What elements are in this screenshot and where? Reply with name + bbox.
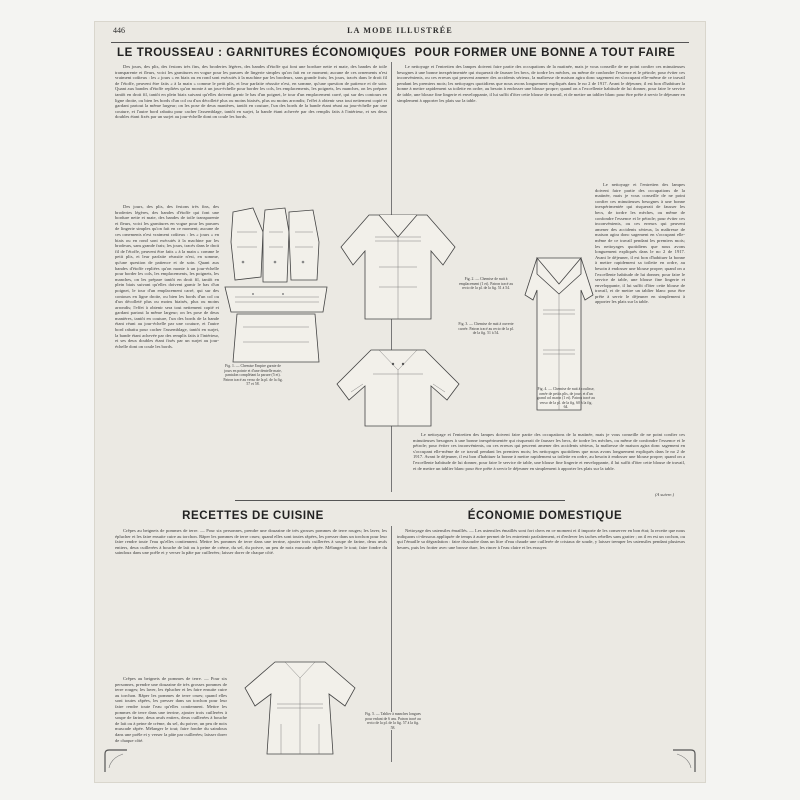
article-paragraph: Crêpes au beignets de pommes de terre. — Pour six personnes, prendre une douzaine de très grosses pommes de terre rouges; les laver, les éplucher et les faire ensuite cuire au torchon. Râper les pommes de terre crues; quand elles sont toutes râpées, les presser dans un torchon pour leur faire rendre toute l'eau qu'elles contiennent. Mettre les pommes de terre dans une terrine, ajouter trois cuillerées à soupe de farine, deux œufs entiers, deux cuillerées à bouche de lait ou à peine de crème, du sel, du poivre, un peu de noix muscade râpée. Mélanger le tout; faire fondre du saindoux dans une poêle et y verser la pâte par cuillerées; laisser dorer de chaque côté. — [115, 676, 227, 743]
article-paragraph: Nettoyage des ustensiles émaillés. — Les ustensiles émaillés sont fort chers en ce moment et il importe de les conserver en bon état; la recette que nous indiquons ci-dessous appliquée de temps à autre permet de les entretenir parfaitement, et d'enlever les taches rebelles sans gratter ; on il en est un cochon, ou qui l'émaille sa dégradation : faire dissoudre dans un litre d'eau chaude une cuillerée de cristaux de soude, y laisser tremper les ustensiles pendant plusieurs heures, puis les frotter avec une brosse dure, les rincer à l'eau claire et les essuyer. — [397, 528, 685, 550]
figure-chemise-empire — [223, 202, 333, 367]
to-be-continued: (A suivre.) — [655, 492, 675, 497]
figure-chemise-nuit-2 — [339, 207, 457, 322]
article-text-trousseau-continued — [115, 204, 219, 426]
article-text-recettes-continued — [115, 676, 227, 762]
article-text-bonne — [397, 64, 685, 182]
figure-caption-1: Fig. 1. — Chemise Empire garnie de jours en pointe et d'une dentelle mate, pantalon complétant la parure (5 et). Patron tracé au verso de la pl. de la fig. 57 et 58. — [223, 364, 283, 387]
article-text-bonne-end — [413, 432, 685, 494]
article-title-economie: ÉCONOMIE DOMESTIQUE — [467, 510, 623, 522]
corner-ornament-right — [671, 748, 697, 774]
corner-ornament-left — [103, 748, 129, 774]
article-title-recettes: RECETTES DE CUISINE — [182, 510, 324, 522]
article-paragraph: Crêpes au beignets de pommes de terre. — Pour six personnes, prendre une douzaine de très grosses pommes de terre rouges; les laver, les éplucher et les faire ensuite cuire au torchon. Râper les pommes de terre crues; quand elles sont toutes râpées, les presser dans un torchon pour leur faire rendre toute l'eau qu'elles contiennent. Mettre les pommes de terre dans une terrine, ajouter trois cuillerées à soupe de farine, deux œufs entiers, deux cuillerées à bouche de lait ou à peine de crème, du sel, du poivre, un peu de noix muscade râpée. Mélanger le tout; faire fondre du saindoux dans une poêle et y verser la pâte par cuillerées; laisser dorer de chaque côté. — [115, 528, 387, 556]
page-number: 446 — [113, 26, 125, 35]
header-rule — [111, 42, 689, 43]
article-paragraph: Le nettoyage et l'entretien des lampes doivent faire partie des occupations de la matinée, mais je vous conseille de ne point confier ces minutieuses besognes à une bonne inexpérimentée qui risquerait de fausser les becs, de tordre les mèches, ou même de confondre l'essence et le pétrole; pour éviter ces inconvénients, ou ces erreurs qui peuvent amener des accidents sérieux, la maîtresse de maison agira donc sagement en s'occupant elle-même de ce travail pendant les premiers mois; les nettoyages quotidiens que nous avons longuement expliqués dans le no 2 de 1917. Avant le déjeuner, il est bon d'habituer la bonne à mettre rapidement sa toilette en ordre, au besoin à endosser une blouse propre; quand on a l'excellente habitude de lui donner, pour faire le service de table, une blouse fine lingerie et enveloppante, il lui suffit d'ôter cette blouse de travail, et de mettre un tablier blanc pour être prête à servir le déjeuner en simplement à apporter les plats sur la table. — [397, 64, 685, 103]
article-paragraph: Des jours, des plis, des festons très fins, des broderies légères, des bandes d'étoffe qui font une bordure nette et mate, des bandes de toile transparente et fleurs, voici les garnitures en vogue pour les parures de lingerie simples qu'on fait en ce moment; aucune de ces ornements n'est vraiment coûteux : les « jours » en biais ou en rond sont exécutés à la machine par les brodeurs, sans grande frais; les jours, tracés dans le droit fil de l'étoffe, peuvent être faits « à la main » comme le petit plis, et leur parfaite réussite n'est, en somme, qu'une question de patience et de soin. Quant aux bandes d'étoffe repliées qu'on monte à un jour-échelle pour border les cols, les emplacements, les poignets, les manches, on les prépare tantôt en droit fil, tantôt en plein biais suivant qu'elles doivent garnir le bas d'un poignet, le tour d'un emplacement carré, qui sur des contours en ligne droite, ou bien les bords d'un col ou d'un décolleté plus ou moins biaisés, plus ou moins arrondis; l'effet à obtenir sera tout nettement copié et gardant partout la même largeur; on les pose de deux manières, tantôt en couture, l'un des bords de la bande étant réuni au jour-échelle par une couture, et l'autre bord rabattu pour cacher l'assemblage, tantôt en surjet, la bande étant achevée par des remplis faits à l'intérieur, et ses deux doubles étant fixés par un surjet au jour-échelle dont on coule les bords. — [115, 64, 387, 120]
article-title-trousseau: LE TROUSSEAU : GARNITURES ÉCONOMIQUES — [117, 47, 407, 59]
page-header — [95, 26, 705, 40]
article-paragraph: Des jours, des plis, des festons très fins, des broderies légères, des bandes d'étoffe qui font une bordure nette et mate, des bandes de toile transparente et fleurs, voici les garnitures en vogue pour les parures de lingerie simples qu'on fait en ce moment; aucune de ces ornements n'est vraiment coûteux : les « jours » en biais ou en rond sont exécutés à la machine par les brodeurs, sans grande frais; les jours, tracés dans le droit fil de l'étoffe, peuvent être faits « à la main » comme le petit plis, et leur parfaite réussite n'est, en somme, qu'une question de patience et de soin. Quant aux bandes d'étoffe repliées qu'on monte à un jour-échelle pour border les cols, les emplacements, les poignets, les manches, on les prépare tantôt en droit fil, tantôt en plein biais suivant qu'elles doivent garnir le bas d'un poignet, le tour d'un emplacement carré, qui sur des contours en ligne droite, ou bien les bords d'un col ou d'un décolleté plus ou moins biaisés, plus ou moins arrondis; l'effet à obtenir sera tout nettement copié et gardant partout la même largeur; on les pose de deux manières, tantôt en couture, l'un des bords de la bande étant réuni au jour-échelle par une couture, et l'autre bord rabattu pour cacher l'assemblage, tantôt en surjet, la bande étant achevée par des remplis faits à l'intérieur, et ses deux doubles étant fixés par un surjet au jour-échelle dont on coule les bords. — [115, 204, 219, 349]
article-text-bonne-side — [595, 182, 685, 407]
journal-page — [95, 22, 705, 782]
article-paragraph: Le nettoyage et l'entretien des lampes doivent faire partie des occupations de la matinée, mais je vous conseille de ne point confier ces minutieuses besognes à une bonne inexpérimentée qui risquerait de fausser les becs, de tordre les mèches, ou même de confondre l'essence et le pétrole; pour éviter ces inconvénients, ou ces erreurs qui peuvent amener des accidents sérieux, la maîtresse de maison agira donc sagement en s'occupant elle-même de ce travail pendant les premiers mois; les nettoyages quotidiens que nous avons longuement expliqués dans le no 2 de 1917. Avant le déjeuner, il est bon d'habituer la bonne à mettre rapidement sa toilette en ordre, au besoin à endosser une blouse propre; quand on a l'excellente habitude de lui donner, pour faire le service de table, une blouse fine lingerie et enveloppante, il lui suffit d'ôter cette blouse de travail, et de mettre un tablier blanc pour être prête à servir le déjeuner en simplement à apporter les plats sur la table. — [413, 432, 685, 471]
article-text-trousseau — [115, 64, 387, 204]
journal-title: LA MODE ILLUSTRÉE — [347, 26, 453, 35]
article-title-bonne: POUR FORMER UNE BONNE A TOUT FAIRE — [414, 47, 676, 59]
section-rule — [235, 500, 565, 501]
figure-caption-3: Fig. 3. — Chemise de nuit à ouverte carrée. Patron tracé au recto de la pl. de la fig. 51 à 54. — [458, 322, 514, 336]
figure-chemise-nuit-3 — [333, 344, 463, 429]
figure-caption-4: Fig. 4. — Chemise de nuit à coulisse, ornée de petits plis, de jours et d'un grand col marin (1 et). Patron tracé au verso de la pl. de la fig. 60 à la fig. 64. — [537, 387, 595, 410]
figure-caption-5: Fig. 5. — Tablier à manches longues pour enfant de 6 ans. Patron tracé au recto de la pl. de la fig. 57 à la fig. 58. — [365, 712, 421, 730]
article-text-economie — [397, 528, 685, 760]
figure-caption-2: Fig. 2. — Chemise de nuit à emplacement (1 et). Patron tracé au recto de la pl. de la fig. 51 à 54. — [459, 277, 513, 291]
article-paragraph: Le nettoyage et l'entretien des lampes doivent faire partie des occupations de la matinée, mais je vous conseille de ne point confier ces minutieuses besognes à une bonne inexpérimentée qui risquerait de fausser les becs, de tordre les mèches, ou même de confondre l'essence et le pétrole; pour éviter ces inconvénients, ou ces erreurs qui peuvent amener des accidents sérieux, la maîtresse de maison agira donc sagement en s'occupant elle-même de ce travail pendant les premiers mois; les nettoyages quotidiens que nous avons longuement expliqués dans le no 2 de 1917. Avant le déjeuner, il est bon d'habituer la bonne à mettre rapidement sa toilette en ordre, au besoin à endosser une blouse propre; quand on a l'excellente habitude de lui donner, pour faire le service de table, une blouse fine lingerie et enveloppante, il lui suffit d'ôter cette blouse de travail, et de mettre un tablier blanc pour être prête à servir le déjeuner en simplement à apporter les plats sur la table. — [595, 182, 685, 305]
figure-tablier — [241, 654, 359, 759]
